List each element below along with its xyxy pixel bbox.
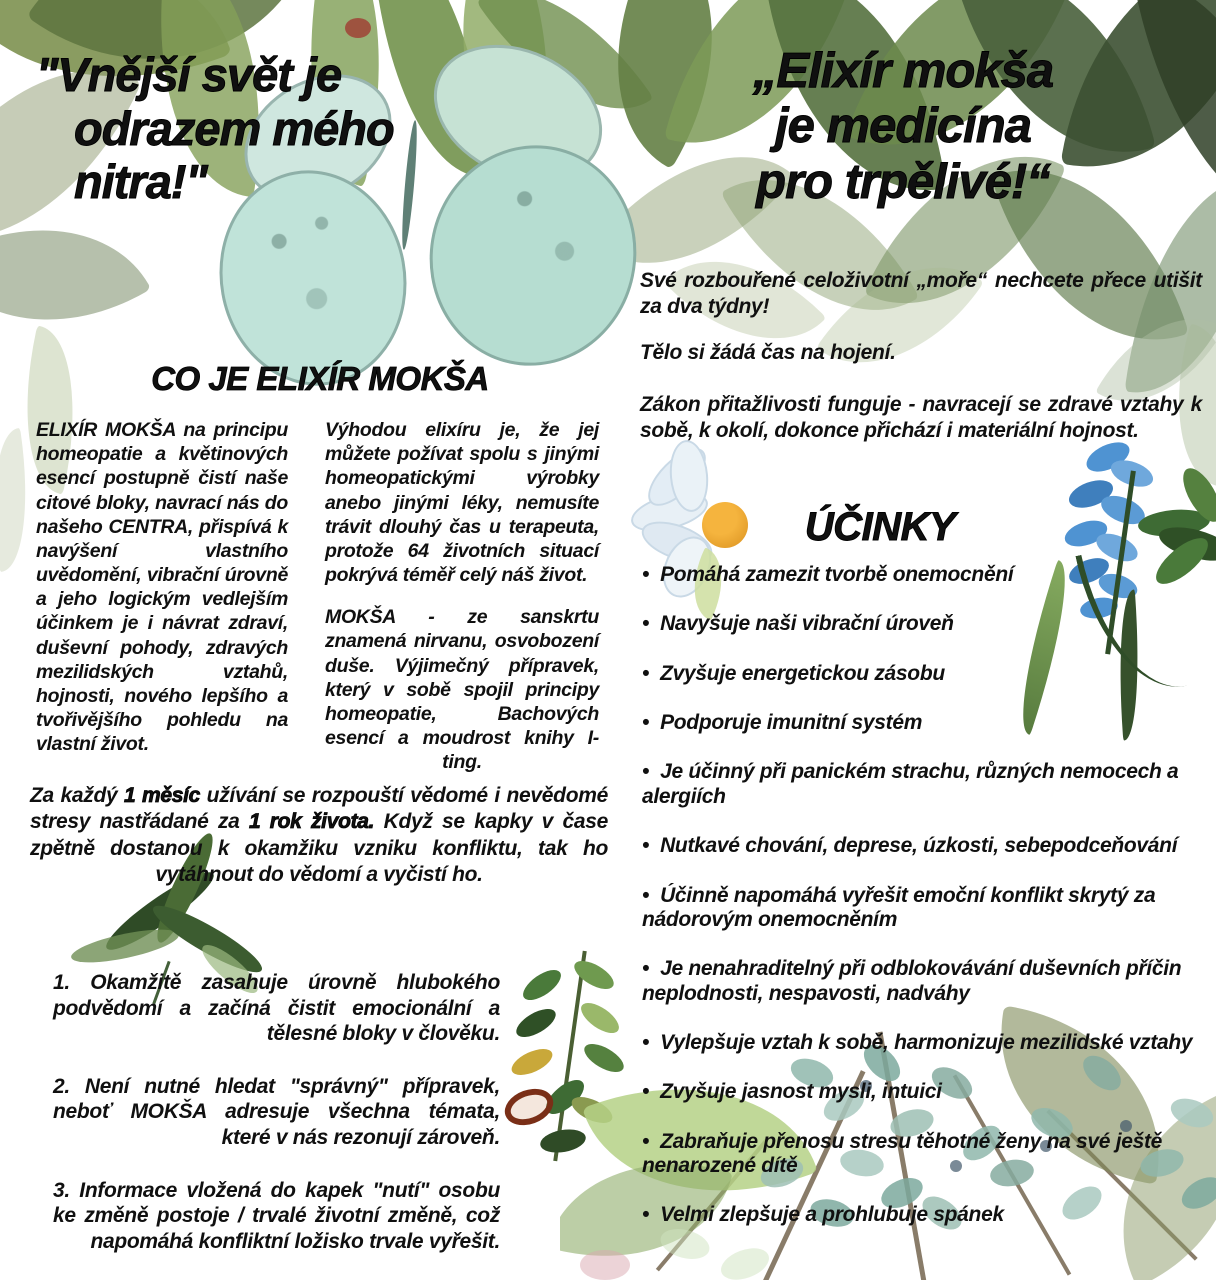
quote-right-line: pro trpělivé!“: [756, 154, 1050, 209]
numbered-item-2: 2. Není nutné hledat "správný" přípravek, neboť MOKŠA adresuje všechna témata, které v nás rezonují zároveň.: [53, 1074, 500, 1150]
effect-text: Pomáhá zamezit tvorbě onemocnění: [660, 563, 1014, 586]
month-text: Když se kapky v čase zpětně dostanou k okamžiku vzniku konfliktu, tak ho vytáhnout do vědomí a vyčistí ho.: [30, 810, 608, 886]
numbered-item-3: 3. Informace vložená do kapek "nutí" osobu ke změně postoje / trvalé životní změně, což napomáhá konfliktní ložisko trvale vyřešit.: [53, 1178, 500, 1253]
bullet-icon: •: [642, 834, 650, 858]
effect-item: [642, 760, 1207, 809]
month-text: Za každý: [30, 784, 125, 807]
month-bold: 1 rok života.: [248, 810, 375, 834]
bullet-icon: •: [642, 612, 650, 636]
effect-text: Velmi zlepšuje a prohlubuje spánek: [660, 1203, 1004, 1227]
month-paragraph: [30, 783, 608, 888]
berry: [345, 18, 371, 38]
leaf: [508, 1044, 556, 1081]
effects-heading: ÚČINKY: [804, 505, 956, 549]
effect-item: [642, 1203, 1207, 1227]
bullet-icon: •: [642, 760, 650, 784]
what-is-col2-paragraph-1: Výhodou elixíru je, že jej můžete požívat spolu s jinými homeopatickými výrobky anebo jinými léky, nemusíte trávit dlouhý čas u terapeuta, protože 64 životních situací pokrývá téměř celý náš život.: [325, 419, 599, 587]
what-is-heading: CO JE ELIXÍR MOKŠA: [151, 360, 489, 397]
blossom: [580, 1250, 630, 1280]
effect-item: [642, 662, 1207, 686]
bullet-icon: •: [642, 1030, 650, 1054]
seed-ring: [500, 1082, 559, 1131]
bullet-icon: •: [642, 661, 650, 685]
effect-text: Navyšuje naši vibrační úroveň: [660, 612, 954, 636]
intro-paragraph-healing: Tělo si žádá čas na hojení.: [640, 341, 896, 364]
effect-item: [642, 711, 1207, 735]
numbered-list: [53, 970, 500, 1281]
effect-text: Je účinný při panickém strachu, různých nemocech a alergiích: [642, 760, 1179, 808]
effect-text: Zvyšuje energetickou zásobu: [660, 661, 945, 685]
effect-text: Zabraňuje přenosu stresu těhotné ženy na své ještě nenarozené dítě: [642, 1129, 1163, 1178]
numbered-item-1: 1. Okamžitě zasahuje úrovně hlubokého podvědomí a začíná čistit emocionální a tělesné bloky v člověku.: [53, 971, 500, 1046]
what-is-column-1: ELIXÍR MOKŠA na principu homeopatie a květinových esencí postupně čistí naše citové bloky, navrací nás do našeho CENTRA, přispívá k navýšení vlastního uvědomění, vibrační úrovně a jeho logickým vedlejším účinkem je i návrat zdraví, duševní pohody, zdravých mezilidských vztahů, hojnosti, nového lepšího a tvořivějšího pohledu na vlastní život.: [36, 419, 288, 756]
leaf: [518, 964, 566, 1006]
intro-paragraph-sea: Své rozbouřené celoživotní „moře“ nechcete přece utišit za dva týdny!: [640, 269, 1202, 319]
month-text: užívání se rozpouští vědomé i nevědomé stresy nastřádané za: [30, 784, 608, 834]
effect-item: [642, 1031, 1207, 1055]
quote-left-line: nitra!": [74, 155, 207, 209]
bullet-icon: •: [642, 1129, 650, 1153]
quote-right: [668, 44, 1138, 210]
bullet-icon: •: [642, 711, 650, 735]
bullet-icon: •: [642, 563, 650, 586]
effect-item: [642, 1130, 1207, 1179]
intro-paragraph-attraction: Zákon přitažlivosti funguje - navracejí se zdravé vztahy k sobě, k okolí, dokonce přichází i materiální hojnost.: [640, 393, 1202, 443]
quote-right-line: „Elixír mokša: [752, 44, 1054, 98]
effect-text: Zvyšuje jasnost mysli, intuici: [660, 1080, 942, 1104]
effect-item: [642, 834, 1207, 858]
effects-list: [642, 563, 1207, 1253]
leaf: [512, 1003, 560, 1042]
what-is-col2-paragraph-2: MOKŠA - ze sanskrtu znamená nirvanu, osvobození duše. Výjimečný přípravek, který v sobě spojil principy homeopatie, Bachových esencí a moudrost knihy I-ting.: [325, 606, 599, 774]
effect-item: [642, 884, 1207, 933]
effect-item: [642, 1080, 1207, 1104]
quote-right-line: je medicína: [775, 99, 1031, 154]
bullet-icon: •: [642, 957, 650, 981]
effect-item: [642, 612, 1207, 636]
effect-text: Účinně napomáhá vyřešit emoční konflikt skrytý za nádorovým onemocněním: [642, 883, 1156, 931]
bullet-icon: •: [642, 1080, 650, 1104]
effect-item: [642, 957, 1207, 1006]
quote-left-line: odrazem mého: [74, 101, 394, 155]
quote-left-line: "Vnější svět je: [36, 48, 342, 101]
what-is-column-2: [325, 418, 599, 774]
effect-text: Vylepšuje vztah k sobě, harmonizuje mezilidské vztahy: [660, 1030, 1193, 1054]
bullet-icon: •: [642, 883, 650, 907]
effect-text: Podporuje imunitní systém: [660, 711, 923, 735]
month-bold: 1 měsíc: [124, 784, 201, 807]
effect-text: Je nenahraditelný při odblokovávání duševních příčin neplodnosti, nespavosti, nadváhy: [642, 957, 1182, 1005]
effect-item: [642, 563, 1207, 587]
quote-left: [36, 48, 466, 209]
effect-text: Nutkavé chování, deprese, úzkosti, sebepodceňování: [660, 834, 1178, 858]
bullet-icon: •: [642, 1203, 650, 1227]
